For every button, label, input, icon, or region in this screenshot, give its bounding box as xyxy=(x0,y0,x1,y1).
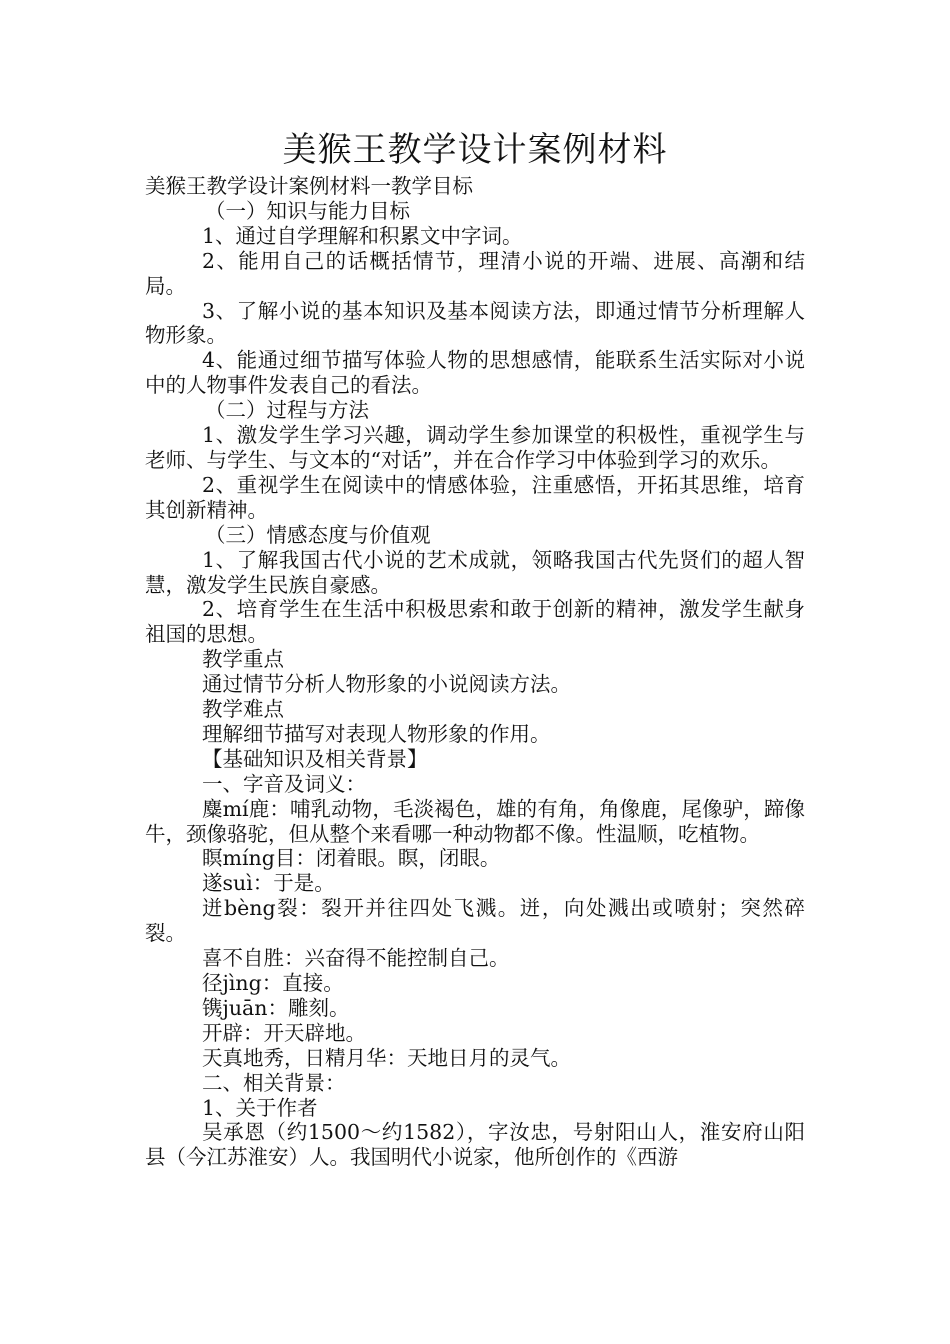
paragraph: 吴承恩（约1500～约1582），字汝忠，号射阳山人，淮安府山阳县（今江苏淮安）人。我国明代小说家，他所创作的《西游 xyxy=(145,1120,805,1170)
paragraph-label: 一、字音及词义： xyxy=(202,771,366,796)
paragraph: 遂suì：于是。 xyxy=(202,871,335,896)
paragraph: 通过情节分析人物形象的小说阅读方法。 xyxy=(202,672,571,697)
paragraph: 2、培育学生在生活中积极思索和敢于创新的精神，激发学生献身祖国的思想。 xyxy=(145,597,805,647)
paragraph-label: 1、关于作者 xyxy=(202,1095,318,1120)
paragraph: 1、激发学生学习兴趣，调动学生参加课堂的积极性，重视学生与老师、与学生、与文本的“对话”，并在合作学习中体验到学习的欢乐。 xyxy=(145,423,805,472)
paragraph-label: 【基础知识及相关背景】 xyxy=(202,746,428,771)
paragraph: 麋mí鹿：哺乳动物，毛淡褐色，雄的有角，角像鹿，尾像驴，蹄像牛，颈像骆驼，但从整个来看哪一种动物都不像。性温顺，吃植物。 xyxy=(145,796,805,846)
paragraph: 开辟：开天辟地。 xyxy=(202,1020,366,1045)
paragraph: 2、能用自己的话概括情节，理清小说的开端、进展、高潮和结局。 xyxy=(145,248,805,298)
paragraph-section-heading: 美猴王教学设计案例材料一教学目标 xyxy=(145,174,473,198)
paragraph: 2、重视学生在阅读中的情感体验，注重感悟，开拓其思维，培育其创新精神。 xyxy=(145,472,805,522)
paragraph: 瞑míng目：闭着眼。瞑，闭眼。 xyxy=(202,846,501,871)
paragraph-label: 二、相关背景： xyxy=(202,1070,346,1095)
paragraph: 迸bèng裂：裂开并往四处飞溅。迸，向处溅出或喷射；突然碎裂。 xyxy=(145,896,805,946)
paragraph-label: 教学难点 xyxy=(202,697,284,722)
paragraph-label: 教学重点 xyxy=(202,647,284,672)
document-title: 美猴王教学设计案例材料 xyxy=(282,130,668,170)
paragraph: 理解细节描写对表现人物形象的作用。 xyxy=(202,721,551,746)
paragraph: 3、了解小说的基本知识及基本阅读方法，即通过情节分析理解人物形象。 xyxy=(145,298,805,348)
paragraph: 喜不自胜：兴奋得不能控制自己。 xyxy=(202,946,510,971)
paragraph-subheading: （三）情感态度与价值观 xyxy=(205,522,431,547)
paragraph-subheading: （二）过程与方法 xyxy=(205,398,369,423)
paragraph: 镌juān：雕刻。 xyxy=(202,995,350,1020)
paragraph: 径jìng：直接。 xyxy=(202,971,344,995)
paragraph: 1、了解我国古代小说的艺术成就，领略我国古代先贤们的超人智慧，激发学生民族自豪感。 xyxy=(145,547,805,597)
document-body xyxy=(145,174,805,1170)
paragraph-subheading: （一）知识与能力目标 xyxy=(205,198,410,223)
paragraph: 天真地秀，日精月华：天地日月的灵气。 xyxy=(202,1045,571,1070)
paragraph: 1、通过自学理解和积累文中字词。 xyxy=(202,223,523,248)
paragraph: 4、能通过细节描写体验人物的思想感情，能联系生活实际对小说中的人物事件发表自己的看法。 xyxy=(145,348,805,398)
